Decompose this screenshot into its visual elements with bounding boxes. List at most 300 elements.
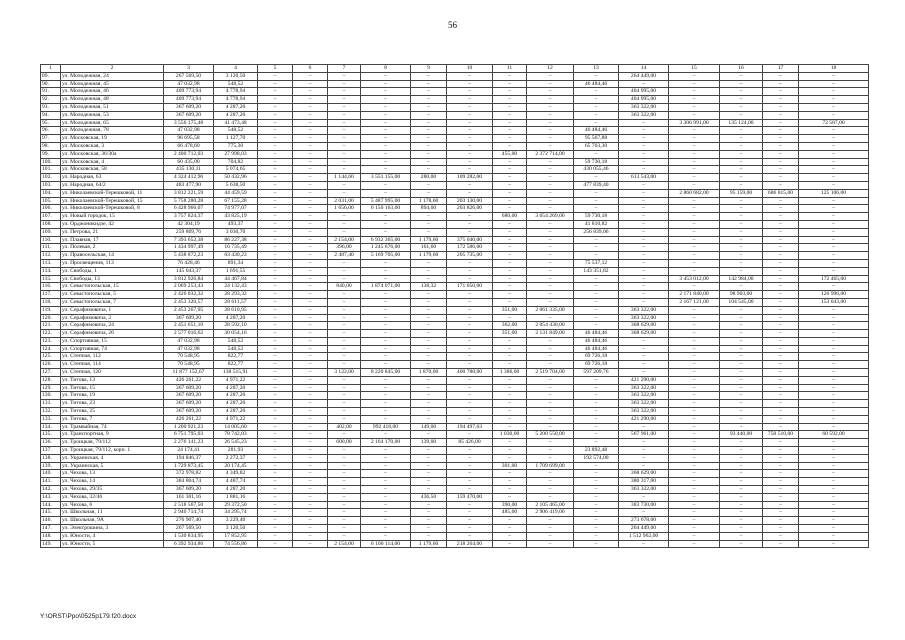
- address-cell: ул. Севастопольская, 5: [61, 291, 164, 299]
- value-cell: 59 730,18: [574, 158, 619, 166]
- value-cell: –: [361, 166, 411, 174]
- value-cell: –: [669, 345, 720, 353]
- table-row: [41, 189, 869, 197]
- value-cell: –: [258, 392, 293, 400]
- value-cell: 72 587,00: [799, 119, 869, 127]
- value-cell: 750 510,00: [763, 431, 799, 439]
- address-cell: ул. Спортивная, 74: [61, 345, 164, 353]
- value-cell: 2 054 430,00: [527, 322, 574, 330]
- address-cell: ул. Украинская, 4: [61, 454, 164, 462]
- value-cell: –: [328, 228, 361, 236]
- value-cell: –: [720, 135, 763, 143]
- value-cell: –: [447, 447, 493, 455]
- value-cell: –: [411, 408, 447, 416]
- value-cell: –: [361, 127, 411, 135]
- value-cell: 273 678,00: [619, 517, 669, 525]
- address-cell: ул. Николаевской-Терешковой, 8: [61, 205, 164, 213]
- value-cell: –: [799, 228, 869, 236]
- value-cell: 5 438 872,23: [164, 252, 214, 260]
- value-cell: –: [720, 330, 763, 338]
- value-cell: –: [411, 462, 447, 470]
- value-cell: –: [447, 150, 493, 158]
- value-cell: –: [763, 80, 799, 88]
- value-cell: –: [411, 322, 447, 330]
- value-cell: –: [293, 205, 328, 213]
- value-cell: 4 287,20: [214, 400, 258, 408]
- value-cell: –: [763, 306, 799, 314]
- value-cell: –: [328, 361, 361, 369]
- value-cell: –: [527, 314, 574, 322]
- row-number-cell: 103.: [41, 181, 61, 189]
- value-cell: –: [527, 267, 574, 275]
- value-cell: 135 124,00: [720, 119, 763, 127]
- value-cell: –: [669, 158, 720, 166]
- value-cell: –: [669, 314, 720, 322]
- value-cell: –: [258, 228, 293, 236]
- value-cell: 1 512 962,00: [619, 532, 669, 540]
- value-cell: 6 932 365,00: [361, 236, 411, 244]
- value-cell: –: [574, 314, 619, 322]
- value-cell: –: [619, 345, 669, 353]
- value-cell: –: [258, 181, 293, 189]
- value-cell: 409 773,94: [164, 96, 214, 104]
- value-cell: 4 287,20: [214, 392, 258, 400]
- value-cell: 1 656,00: [328, 205, 361, 213]
- value-cell: –: [720, 283, 763, 291]
- table-row: [41, 80, 869, 88]
- address-cell: ул. Свободы, 1: [61, 267, 164, 275]
- value-cell: –: [763, 267, 799, 275]
- value-cell: 23 892,48: [574, 447, 619, 455]
- value-cell: –: [574, 525, 619, 533]
- value-cell: –: [361, 213, 411, 221]
- value-cell: –: [669, 306, 720, 314]
- value-cell: –: [669, 439, 720, 447]
- value-cell: –: [669, 142, 720, 150]
- value-cell: –: [493, 532, 527, 540]
- value-cell: –: [619, 244, 669, 252]
- value-cell: –: [763, 166, 799, 174]
- value-cell: –: [328, 501, 361, 509]
- value-cell: –: [493, 181, 527, 189]
- table-row: [41, 454, 869, 462]
- value-cell: 3 757 824,37: [164, 213, 214, 221]
- value-cell: –: [763, 314, 799, 322]
- address-cell: ул. Московская, 3: [61, 142, 164, 150]
- value-cell: 404 995,00: [619, 88, 669, 96]
- table-row: [41, 236, 869, 244]
- value-cell: –: [293, 244, 328, 252]
- value-cell: –: [328, 322, 361, 330]
- row-number-cell: 148.: [41, 532, 61, 540]
- value-cell: –: [447, 400, 493, 408]
- value-cell: 264 449,00: [619, 72, 669, 80]
- data-table: [40, 64, 869, 548]
- value-cell: 142 984,00: [720, 275, 763, 283]
- value-cell: –: [447, 111, 493, 119]
- value-cell: –: [493, 267, 527, 275]
- value-cell: –: [720, 337, 763, 345]
- value-cell: –: [328, 298, 361, 306]
- row-number-cell: 147.: [41, 525, 61, 533]
- value-cell: –: [799, 509, 869, 517]
- value-cell: –: [293, 532, 328, 540]
- value-cell: –: [258, 88, 293, 96]
- value-cell: –: [293, 540, 328, 548]
- value-cell: –: [574, 540, 619, 548]
- value-cell: 2 453 267,95: [164, 306, 214, 314]
- value-cell: –: [328, 415, 361, 423]
- value-cell: 404 995,00: [619, 96, 669, 104]
- table-row: [41, 470, 869, 478]
- value-cell: –: [493, 517, 527, 525]
- address-cell: ул. Севастопольская, 15: [61, 283, 164, 291]
- column-number-header: 12: [527, 65, 574, 73]
- value-cell: –: [411, 166, 447, 174]
- row-number-cell: 135.: [41, 431, 61, 439]
- value-cell: –: [574, 439, 619, 447]
- value-cell: –: [669, 408, 720, 416]
- value-cell: –: [411, 478, 447, 486]
- value-cell: –: [574, 478, 619, 486]
- value-cell: –: [574, 517, 619, 525]
- value-cell: –: [799, 415, 869, 423]
- value-cell: –: [293, 525, 328, 533]
- value-cell: –: [763, 220, 799, 228]
- address-cell: ул. Московская, 19: [61, 135, 164, 143]
- value-cell: –: [574, 205, 619, 213]
- value-cell: –: [493, 236, 527, 244]
- value-cell: –: [411, 220, 447, 228]
- value-cell: –: [361, 408, 411, 416]
- value-cell: –: [361, 384, 411, 392]
- value-cell: –: [361, 135, 411, 143]
- table-row: [41, 532, 869, 540]
- value-cell: 362,00: [493, 322, 527, 330]
- value-cell: 2 940 714,74: [164, 509, 214, 517]
- table-row: [41, 244, 869, 252]
- address-cell: ул. Московская, 36/30а: [61, 150, 164, 158]
- row-number-cell: 117.: [41, 291, 61, 299]
- value-cell: –: [763, 345, 799, 353]
- value-cell: 4 349,82: [214, 470, 258, 478]
- value-cell: –: [258, 96, 293, 104]
- value-cell: –: [361, 72, 411, 80]
- value-cell: 600,00: [328, 439, 361, 447]
- value-cell: –: [763, 376, 799, 384]
- table-row: [41, 142, 869, 150]
- value-cell: –: [293, 486, 328, 494]
- value-cell: –: [527, 408, 574, 416]
- value-cell: 70 548,95: [164, 353, 214, 361]
- value-cell: –: [293, 181, 328, 189]
- address-cell: ул. Чехова, 14: [61, 478, 164, 486]
- row-number-cell: 140.: [41, 470, 61, 478]
- value-cell: –: [720, 369, 763, 377]
- value-cell: –: [763, 135, 799, 143]
- value-cell: –: [328, 470, 361, 478]
- value-cell: –: [763, 259, 799, 267]
- value-cell: 46 484,46: [574, 330, 619, 338]
- value-cell: –: [527, 298, 574, 306]
- value-cell: –: [720, 236, 763, 244]
- value-cell: –: [799, 88, 869, 96]
- value-cell: –: [258, 423, 293, 431]
- value-cell: –: [799, 408, 869, 416]
- value-cell: –: [799, 96, 869, 104]
- row-number-cell: 144.: [41, 501, 61, 509]
- value-cell: –: [493, 158, 527, 166]
- value-cell: –: [574, 252, 619, 260]
- value-cell: –: [763, 486, 799, 494]
- value-cell: –: [361, 486, 411, 494]
- table-row: [41, 267, 869, 275]
- table-row: [41, 493, 869, 501]
- value-cell: –: [411, 189, 447, 197]
- value-cell: –: [527, 174, 574, 182]
- value-cell: –: [411, 267, 447, 275]
- row-number-cell: 89.: [41, 72, 61, 80]
- value-cell: 171 050,00: [447, 283, 493, 291]
- value-cell: 93 440,00: [720, 431, 763, 439]
- value-cell: 1 245 676,00: [361, 244, 411, 252]
- value-cell: –: [258, 80, 293, 88]
- row-number-cell: 104.: [41, 189, 61, 197]
- value-cell: –: [799, 80, 869, 88]
- row-number-cell: 122.: [41, 330, 61, 338]
- value-cell: –: [720, 361, 763, 369]
- value-cell: 368 629,00: [619, 322, 669, 330]
- table-row: [41, 330, 869, 338]
- value-cell: –: [574, 400, 619, 408]
- value-cell: –: [669, 88, 720, 96]
- value-cell: –: [411, 88, 447, 96]
- value-cell: –: [258, 369, 293, 377]
- value-cell: –: [411, 384, 447, 392]
- value-cell: 1 870,00: [411, 369, 447, 377]
- value-cell: –: [447, 509, 493, 517]
- value-cell: –: [293, 306, 328, 314]
- value-cell: –: [619, 158, 669, 166]
- value-cell: –: [527, 493, 574, 501]
- value-cell: 3 306 991,00: [669, 119, 720, 127]
- value-cell: 1 709 699,00: [527, 462, 574, 470]
- value-cell: 267 569,50: [164, 72, 214, 80]
- value-cell: 891,34: [214, 259, 258, 267]
- value-cell: –: [527, 111, 574, 119]
- value-cell: –: [447, 80, 493, 88]
- value-cell: –: [574, 431, 619, 439]
- value-cell: 548,52: [214, 345, 258, 353]
- value-cell: –: [720, 353, 763, 361]
- value-cell: –: [493, 345, 527, 353]
- value-cell: –: [411, 376, 447, 384]
- value-cell: –: [669, 103, 720, 111]
- value-cell: –: [619, 369, 669, 377]
- value-cell: –: [328, 353, 361, 361]
- value-cell: –: [669, 205, 720, 213]
- table-row: [41, 408, 869, 416]
- value-cell: –: [619, 454, 669, 462]
- value-cell: 367 609,20: [164, 486, 214, 494]
- value-cell: –: [720, 96, 763, 104]
- value-cell: 1 127,70: [214, 135, 258, 143]
- value-cell: –: [763, 88, 799, 96]
- value-cell: –: [669, 322, 720, 330]
- value-cell: –: [258, 470, 293, 478]
- value-cell: –: [527, 423, 574, 431]
- value-cell: –: [720, 454, 763, 462]
- value-cell: –: [293, 119, 328, 127]
- value-cell: –: [574, 291, 619, 299]
- table-row: [41, 96, 869, 104]
- row-number-cell: 142.: [41, 486, 61, 494]
- value-cell: –: [258, 150, 293, 158]
- value-cell: –: [361, 189, 411, 197]
- value-cell: –: [799, 447, 869, 455]
- value-cell: –: [361, 220, 411, 228]
- value-cell: –: [293, 220, 328, 228]
- value-cell: –: [493, 220, 527, 228]
- value-cell: –: [258, 486, 293, 494]
- row-number-cell: 99.: [41, 150, 61, 158]
- value-cell: –: [361, 314, 411, 322]
- value-cell: –: [763, 275, 799, 283]
- value-cell: 276 907,40: [164, 517, 214, 525]
- row-number-cell: 90.: [41, 80, 61, 88]
- value-cell: 375 040,00: [447, 236, 493, 244]
- value-cell: 27 998,03: [214, 150, 258, 158]
- value-cell: –: [574, 189, 619, 197]
- value-cell: –: [493, 361, 527, 369]
- value-cell: –: [447, 189, 493, 197]
- value-cell: –: [328, 275, 361, 283]
- value-cell: –: [293, 454, 328, 462]
- row-number-cell: 98.: [41, 142, 61, 150]
- value-cell: 400 788,00: [447, 369, 493, 377]
- value-cell: 477 839,40: [574, 181, 619, 189]
- row-number-cell: 128.: [41, 376, 61, 384]
- value-cell: –: [328, 267, 361, 275]
- value-cell: –: [527, 525, 574, 533]
- value-cell: –: [293, 462, 328, 470]
- table-row: [41, 259, 869, 267]
- value-cell: 28 611,57: [214, 298, 258, 306]
- value-cell: 2 061 335,00: [527, 306, 574, 314]
- value-cell: –: [527, 447, 574, 455]
- value-cell: –: [669, 369, 720, 377]
- value-cell: –: [493, 470, 527, 478]
- value-cell: –: [493, 540, 527, 548]
- value-cell: 435 130,11: [164, 166, 214, 174]
- value-cell: –: [619, 353, 669, 361]
- value-cell: –: [447, 127, 493, 135]
- value-cell: –: [619, 228, 669, 236]
- value-cell: –: [293, 291, 328, 299]
- value-cell: –: [619, 166, 669, 174]
- value-cell: –: [763, 181, 799, 189]
- value-cell: –: [799, 181, 869, 189]
- value-cell: –: [293, 337, 328, 345]
- value-cell: –: [328, 166, 361, 174]
- value-cell: –: [361, 345, 411, 353]
- value-cell: –: [328, 150, 361, 158]
- value-cell: –: [493, 291, 527, 299]
- value-cell: 50 432,96: [214, 174, 258, 182]
- value-cell: –: [258, 501, 293, 509]
- value-cell: 3 551 155,00: [361, 174, 411, 182]
- value-cell: –: [799, 306, 869, 314]
- value-cell: –: [720, 142, 763, 150]
- value-cell: 161 301,16: [164, 493, 214, 501]
- value-cell: –: [447, 291, 493, 299]
- value-cell: –: [527, 127, 574, 135]
- value-cell: 2 519 704,00: [527, 369, 574, 377]
- value-cell: 74 977,07: [214, 205, 258, 213]
- row-number-cell: 111.: [41, 244, 61, 252]
- value-cell: –: [619, 540, 669, 548]
- value-cell: –: [527, 532, 574, 540]
- table-row: [41, 314, 869, 322]
- value-cell: 138,32: [411, 283, 447, 291]
- value-cell: 74 556,86: [214, 540, 258, 548]
- value-cell: –: [293, 509, 328, 517]
- value-cell: –: [447, 158, 493, 166]
- table-row: [41, 111, 869, 119]
- value-cell: 280,00: [411, 174, 447, 182]
- value-cell: –: [527, 166, 574, 174]
- row-number-cell: 130.: [41, 392, 61, 400]
- table-row: [41, 306, 869, 314]
- address-cell: ул. Молодежная, 45: [61, 80, 164, 88]
- value-cell: –: [447, 408, 493, 416]
- value-cell: –: [799, 283, 869, 291]
- address-cell: ул. Правосельская, 14: [61, 252, 164, 260]
- value-cell: –: [493, 353, 527, 361]
- value-cell: 2 131 849,00: [527, 330, 574, 338]
- value-cell: 367 609,20: [164, 314, 214, 322]
- value-cell: –: [361, 228, 411, 236]
- value-cell: –: [799, 493, 869, 501]
- value-cell: –: [258, 462, 293, 470]
- value-cell: 3 120,50: [214, 72, 258, 80]
- value-cell: –: [258, 127, 293, 135]
- table-row: [41, 384, 869, 392]
- table-row: [41, 400, 869, 408]
- value-cell: –: [799, 166, 869, 174]
- value-cell: –: [258, 275, 293, 283]
- table-row: [41, 509, 869, 517]
- address-cell: ул. Титова, 15: [61, 384, 164, 392]
- footer-file-path: Y:\ORST\Ppo\0525p179.f20.docx: [40, 613, 137, 620]
- value-cell: –: [258, 291, 293, 299]
- row-number-cell: 121.: [41, 322, 61, 330]
- value-cell: –: [763, 111, 799, 119]
- table-row: [41, 228, 869, 236]
- value-cell: 161,60: [411, 244, 447, 252]
- value-cell: –: [574, 298, 619, 306]
- value-cell: –: [527, 345, 574, 353]
- value-cell: –: [669, 423, 720, 431]
- value-cell: –: [361, 478, 411, 486]
- value-cell: –: [328, 392, 361, 400]
- value-cell: –: [293, 376, 328, 384]
- value-cell: –: [763, 228, 799, 236]
- value-cell: –: [619, 439, 669, 447]
- value-cell: –: [763, 213, 799, 221]
- value-cell: 29 372,50: [214, 501, 258, 509]
- value-cell: –: [720, 423, 763, 431]
